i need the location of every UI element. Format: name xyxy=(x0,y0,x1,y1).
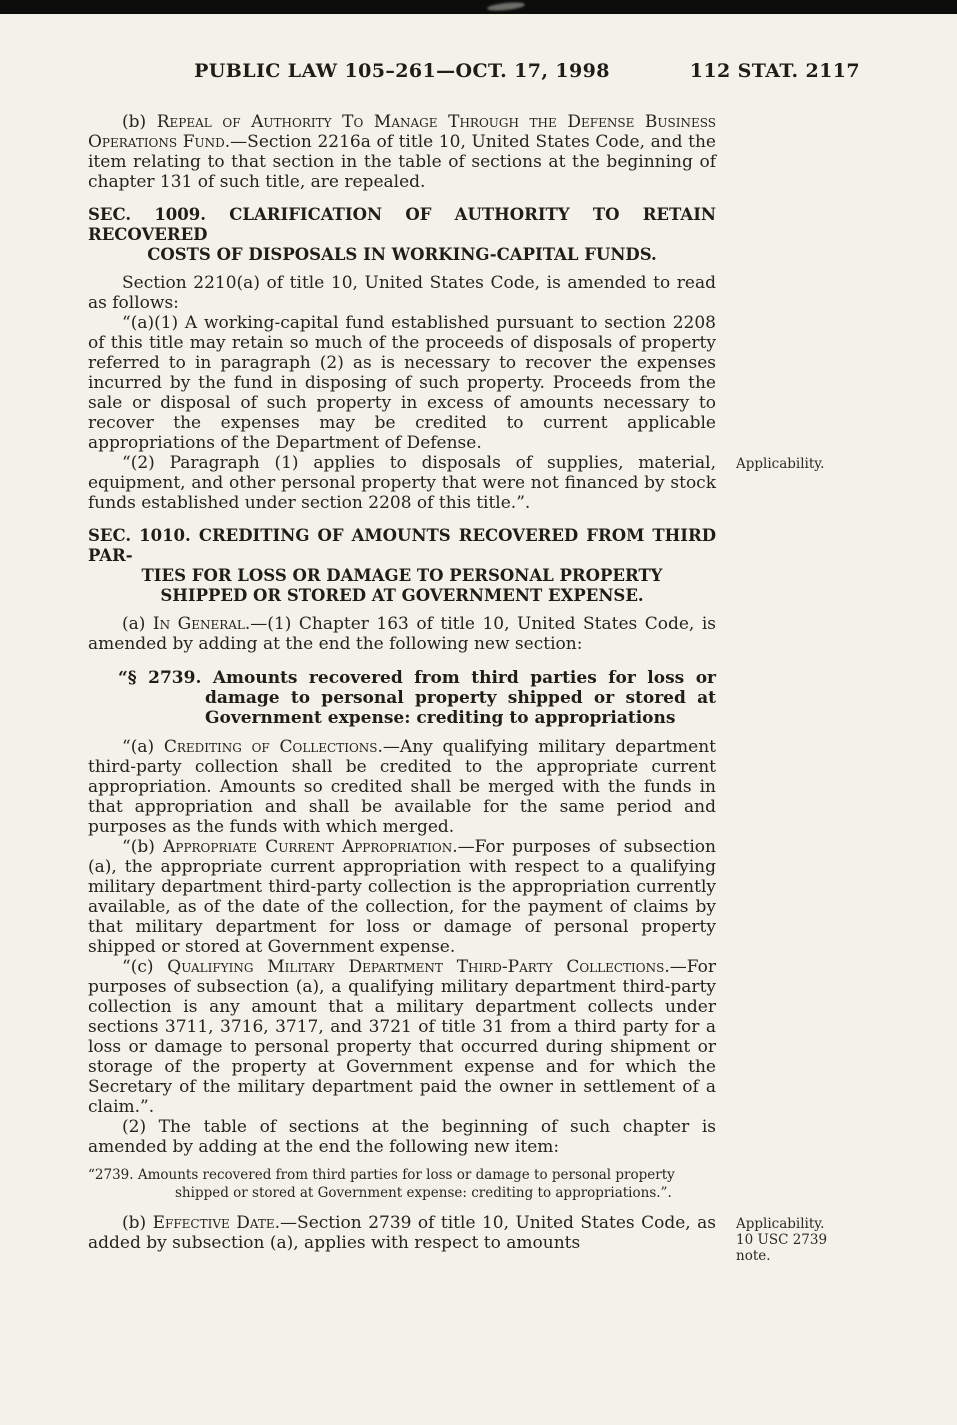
paragraph-row xyxy=(88,453,957,513)
scan-edge-top xyxy=(0,0,957,14)
statute-paragraph xyxy=(88,837,716,957)
uscode-section-heading: “§ 2739. Amounts recovered from third parties for loss or damage to personal property shipped or stored at Government expense: crediting to appropriations xyxy=(118,668,716,728)
text-run: Section 2210(a) of title 10, United States Code, is amended to read as follows: xyxy=(88,273,716,313)
paragraph-row xyxy=(88,313,957,453)
paragraph-row xyxy=(88,1117,957,1157)
text-column xyxy=(88,654,716,737)
statute-paragraph xyxy=(88,737,716,837)
text-run: .—(1) Chapter 163 of title 10, United States Code, is amended by adding at the end the following new section: xyxy=(88,614,716,654)
margin-note-column xyxy=(716,614,857,617)
text-run: “(c) xyxy=(122,957,168,977)
margin-note-column xyxy=(716,192,857,195)
paragraph-row xyxy=(88,957,957,1117)
paragraph-row xyxy=(88,192,957,273)
statute-paragraph xyxy=(88,112,716,192)
text-run: “(a) xyxy=(122,737,164,757)
text-run: (b) xyxy=(122,112,157,132)
text-column xyxy=(88,513,716,614)
text-column xyxy=(88,1157,716,1213)
section-heading-line: SHIPPED OR STORED AT GOVERNMENT EXPENSE. xyxy=(160,586,644,605)
small-caps-phrase: Qualifying Military Department Third-Party Collections xyxy=(167,957,665,977)
text-run: .—For purposes of subsection (a), the appropriate current appropriation with respect to a qualifying military department third-party collection is the appropriation currently available, as of the date of the collection, for the payment of claims by that military department for loss or damage of personal property shipped or stored at Government expense. xyxy=(88,837,716,957)
margin-note-column xyxy=(716,1213,857,1264)
text-column xyxy=(88,1213,716,1253)
small-caps-phrase: Effective Date xyxy=(152,1213,275,1233)
text-column xyxy=(88,737,716,837)
margin-note-column xyxy=(716,957,857,960)
law-title: PUBLIC LAW 105–261—OCT. 17, 1998 xyxy=(194,60,610,82)
text-column xyxy=(88,192,716,273)
paragraph-row xyxy=(88,1213,957,1264)
margin-note-column xyxy=(716,837,857,840)
text-run: .—Section 2216a of title 10, United States Code, and the item relating to that section in the table of sections at the beginning of chapter 131 of such title, are repealed. xyxy=(88,132,716,192)
text-run: “(b) xyxy=(122,837,164,857)
statute-paragraph xyxy=(88,453,716,513)
page-header xyxy=(88,60,860,86)
text-run: .—Any qualifying military department third-party collection shall be credited to the appropriate current appropriation. Amounts so credited shall be merged with the funds in that appropriation and shall be available for the same period and purposes as the funds with which merged. xyxy=(88,737,716,837)
statute-paragraph xyxy=(88,1213,716,1253)
margin-note-column xyxy=(716,737,857,740)
paragraph-row xyxy=(88,837,957,957)
margin-note: 10 USC 2739 note. xyxy=(736,1232,828,1264)
paragraph-row xyxy=(88,1157,957,1213)
margin-note-column xyxy=(716,1157,857,1160)
text-run: “(2) Paragraph (1) applies to disposals of supplies, material, equipment, and other personal property that were not financed by stock funds established under section 2208 of this title.”. xyxy=(88,453,716,513)
statute-paragraph xyxy=(88,957,716,1117)
section-heading-line: TIES FOR LOSS OR DAMAGE TO PERSONAL PROPERTY xyxy=(141,566,663,585)
text-run: “(a)(1) A working-capital fund established pursuant to section 2208 of this title may retain so much of the proceeds of disposals of property referred to in paragraph (2) as is necessary to recover the expenses incurred by the fund in disposing of such property. Proceeds from the sale or disposal of such property in excess of amounts necessary to recover the expenses may be credited to current applicable appropriations of the Department of Defense. xyxy=(88,313,716,453)
text-column xyxy=(88,313,716,453)
statute-body xyxy=(88,112,957,1264)
text-column xyxy=(88,614,716,654)
text-run: (a) xyxy=(122,614,153,634)
text-column xyxy=(88,273,716,313)
statute-paragraph xyxy=(88,313,716,453)
section-heading-line: SEC. 1009. CLARIFICATION OF AUTHORITY TO RETAIN RECOVERED xyxy=(88,205,716,244)
paragraph-row xyxy=(88,737,957,837)
paragraph-row xyxy=(88,273,957,313)
text-run: .—Section 2739 of title 10, United States Code, as added by subsection (a), applies with respect to amounts xyxy=(88,1213,716,1253)
paragraph-row xyxy=(88,654,957,737)
table-of-sections-entry: “2739. Amounts recovered from third parties for loss or damage to personal property shipped or stored at Government expense: crediting to appropriations.”. xyxy=(88,1167,675,1201)
statute-paragraph xyxy=(88,1117,716,1157)
text-column xyxy=(88,1117,716,1157)
small-caps-phrase: Repeal of Authority To Manage Through the Defense Business Operations Fund xyxy=(88,112,716,152)
paragraph-row xyxy=(88,614,957,654)
small-caps-phrase: Crediting of Collections xyxy=(163,737,378,757)
statute-page-number: 112 STAT. 2117 xyxy=(689,60,860,82)
margin-note-column xyxy=(716,112,857,115)
text-run: (b) xyxy=(122,1213,153,1233)
statute-paragraph xyxy=(88,614,716,654)
margin-note-column xyxy=(716,313,857,316)
section-heading xyxy=(88,526,716,606)
small-caps-phrase: In General xyxy=(152,614,245,634)
paragraph-row xyxy=(88,513,957,614)
statute-paragraph xyxy=(88,273,716,313)
text-run: .—For purposes of subsection (a), a qualifying military department third-party collection is any amount that a military department collects under sections 3711, 3716, 3717, and 3721 of title 31 from a third party for a loss or damage to personal property that occurred during shipment or storage of the property at Government expense and for which the Secretary of the military department paid the owner in settlement of a claim.”. xyxy=(88,957,716,1117)
text-run: (2) The table of sections at the beginning of such chapter is amended by adding at the end the following new item: xyxy=(88,1117,716,1157)
text-column xyxy=(88,957,716,1117)
paragraph-row xyxy=(88,112,957,192)
section-heading-line: COSTS OF DISPOSALS IN WORKING-CAPITAL FUNDS. xyxy=(147,245,657,264)
margin-note-column xyxy=(716,273,857,276)
margin-note-column xyxy=(716,513,857,516)
margin-note: Applicability. xyxy=(736,1216,825,1232)
margin-note-column xyxy=(716,654,857,657)
margin-note-column xyxy=(716,453,857,472)
section-heading-line: SEC. 1010. CREDITING OF AMOUNTS RECOVERED FROM THIRD PAR- xyxy=(88,526,716,565)
text-column xyxy=(88,453,716,513)
margin-note-column xyxy=(716,1117,857,1120)
small-caps-phrase: Appropriate Current Appropriation xyxy=(163,837,453,857)
section-heading xyxy=(88,205,716,265)
margin-note: Applicability. xyxy=(736,456,825,472)
text-column xyxy=(88,837,716,957)
text-column xyxy=(88,112,716,192)
